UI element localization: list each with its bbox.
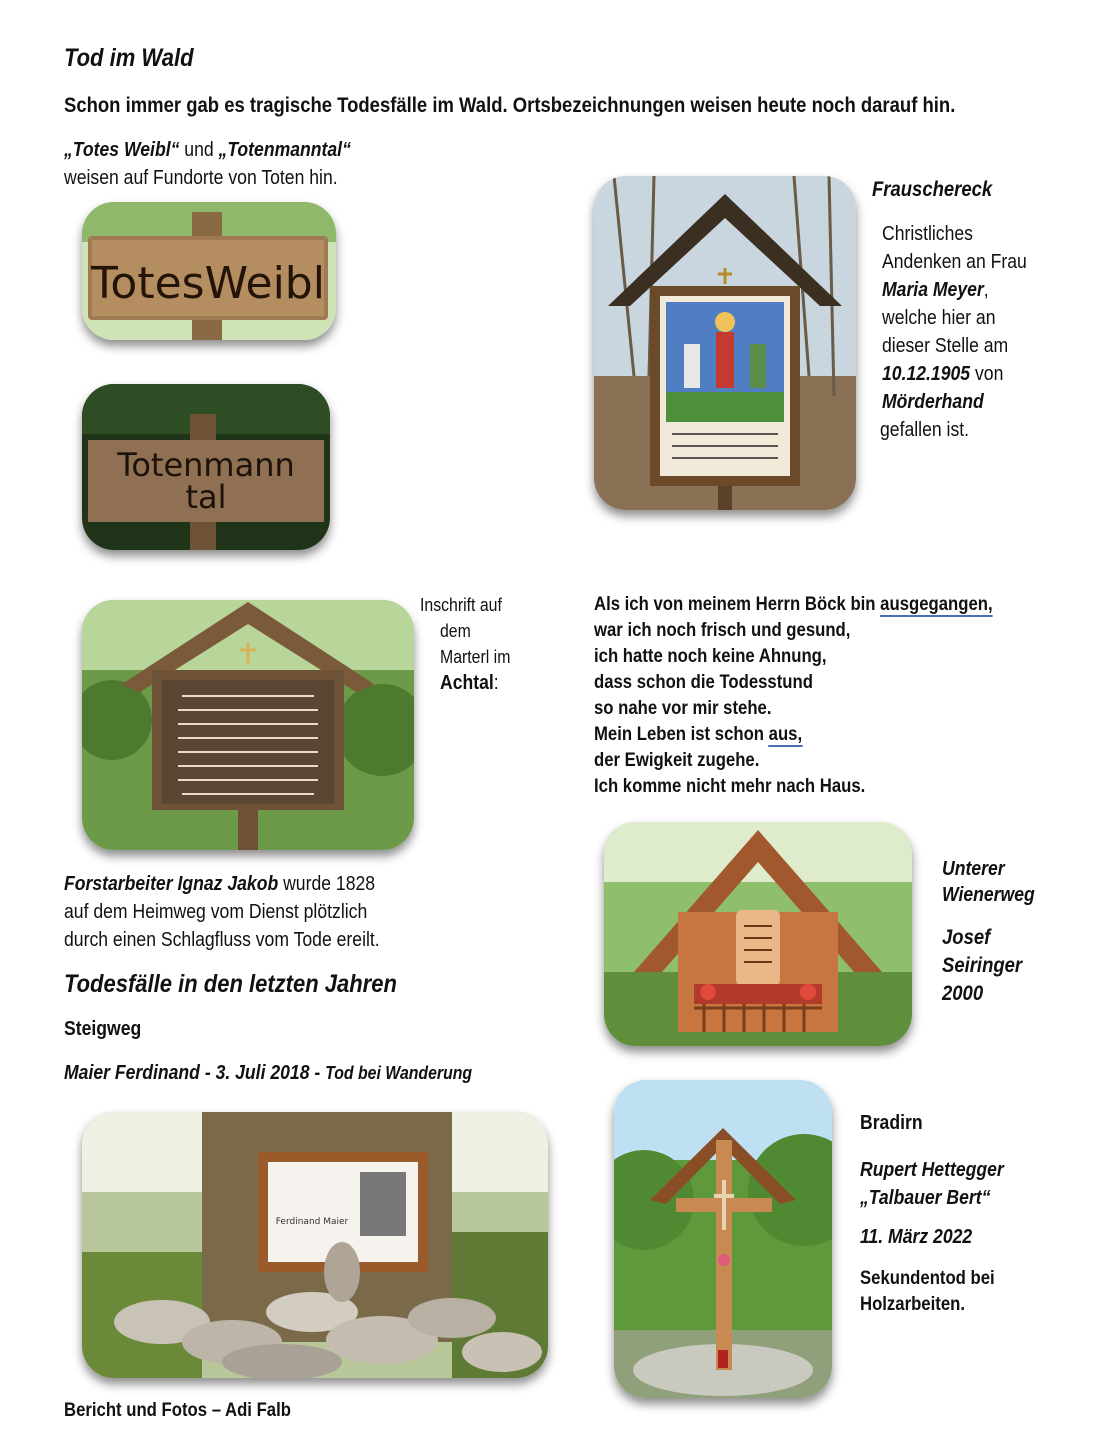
poem-line6-b: aus, <box>768 724 803 745</box>
poem-line7: der Ewigkeit zugehe. <box>594 750 760 771</box>
maier-main: Maier Ferdinand - 3. Juli 2018 - <box>64 1062 326 1084</box>
frauschereck-line5: dieser Stelle am <box>882 335 1009 357</box>
poem-line1-a: Als ich von meinem Herrn Böck bin <box>594 594 881 615</box>
frauschereck-von: von <box>970 363 1004 385</box>
sign-totenmann-line1: Totenmann <box>117 446 295 484</box>
sign-totenmann-line2: tal <box>185 478 227 516</box>
wiener-line3: Josef <box>942 926 991 949</box>
photo-frauschereck-shrine <box>594 176 856 510</box>
frauschereck-line8: gefallen ist. <box>880 419 970 441</box>
names-sub: weisen auf Fundorte von Toten hin. <box>64 167 338 189</box>
wiener-line4: Seiringer <box>942 954 1023 977</box>
bradirn-heading: Bradirn <box>860 1112 923 1134</box>
forst-line1-rest: wurde 1828 <box>278 873 376 895</box>
poem-line1 <box>594 592 993 618</box>
forst-person: Forstarbeiter Ignaz Jakob <box>64 873 279 895</box>
frauschereck-line3 <box>882 276 989 304</box>
photo-achtal-marterl <box>82 600 414 850</box>
section-heading-recent: Todesfälle in den letzten Jahren <box>64 970 397 998</box>
frauschereck-line7: Mörderhand <box>882 391 984 413</box>
page-title: Tod im Wald <box>64 44 194 72</box>
photo-wienerweg-shrine <box>604 822 912 1046</box>
poem-line1-b: ausgegangen, <box>880 594 993 615</box>
wiener-line2: Wienerweg <box>942 884 1035 906</box>
frauschereck-date: 10.12.1905 <box>882 363 971 385</box>
inschrift-line4 <box>440 670 499 696</box>
steigweg-heading: Steigweg <box>64 1018 142 1040</box>
inschrift-line2: dem <box>440 621 471 641</box>
frauschereck-line2: Andenken an Frau <box>882 251 1027 273</box>
frauschereck-heading: Frauschereck <box>872 178 993 201</box>
poem-line2: war ich noch frisch und gesund, <box>594 620 851 641</box>
poem-line4: dass schon die Todesstund <box>594 672 813 693</box>
intro-text: Schon immer gab es tragische Todesfälle im Wald. Ortsbezeichnungen weisen heute noch darauf hin. <box>64 94 956 117</box>
bradirn-date: 11. März 2022 <box>860 1226 973 1248</box>
photo-totes-weibl-sign <box>82 202 336 340</box>
forst-line3: durch einen Schlagfluss vom Tode ereilt. <box>64 929 380 951</box>
inschrift-place: Achtal <box>440 672 494 694</box>
maier-cause: Tod bei Wanderung <box>325 1063 473 1083</box>
photo-totenmanntal-sign <box>82 384 330 550</box>
name-totenmanntal: „Totenmanntal“ <box>218 139 351 161</box>
frauschereck-comma: , <box>983 279 989 301</box>
name-totes-weibl: „Totes Weibl“ <box>64 139 180 161</box>
forst-line2: auf dem Heimweg vom Dienst plötzlich <box>64 901 368 923</box>
maier-line <box>64 1062 472 1085</box>
sign-totes-weibl-text: TotesWeibl <box>91 258 325 309</box>
poem-line3: ich hatte noch keine Ahnung, <box>594 646 827 667</box>
frauschereck-line1: Christliches <box>882 223 973 245</box>
poem-line8: Ich komme nicht mehr nach Haus. <box>594 776 866 797</box>
inschrift-line1: Inschrift auf <box>420 595 502 615</box>
und-text: und <box>179 139 219 161</box>
wiener-line1: Unterer <box>942 858 1005 880</box>
poem-line5: so nahe vor mir stehe. <box>594 698 772 719</box>
bradirn-desc1: Sekundentod bei <box>860 1268 995 1289</box>
plaque-name: Ferdinand Maier <box>275 1217 349 1227</box>
frauschereck-line4: welche hier an <box>882 307 996 329</box>
poem-line6 <box>594 722 802 748</box>
footer-credit: Bericht und Fotos – Adi Falb <box>64 1400 291 1421</box>
photo-steigweg-memorial <box>82 1112 548 1378</box>
poem-line6-a: Mein Leben ist schon <box>594 724 769 745</box>
bradirn-desc2: Holzarbeiten. <box>860 1294 965 1315</box>
wiener-line5: 2000 <box>942 982 984 1005</box>
bradirn-name1: Rupert Hettegger <box>860 1159 1004 1181</box>
frauschereck-person: Maria Meyer <box>882 279 984 301</box>
forst-line1 <box>64 870 375 898</box>
inschrift-line3: Marterl im <box>440 647 511 667</box>
photo-bradirn-cross <box>614 1080 832 1398</box>
frauschereck-line6 <box>882 360 1003 388</box>
names-line <box>64 136 351 164</box>
inschrift-colon: : <box>493 672 499 694</box>
bradirn-name2: „Talbauer Bert“ <box>860 1187 991 1209</box>
